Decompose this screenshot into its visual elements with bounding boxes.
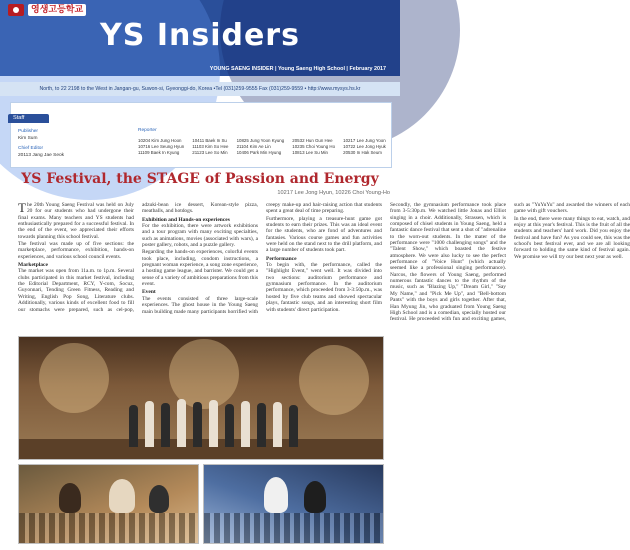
section-heading: Exhibition and Hands-on experiences [142, 216, 230, 223]
performer [225, 404, 234, 447]
performer [241, 401, 250, 447]
publisher-name: Kim Sum [18, 136, 38, 141]
person-figure [59, 483, 81, 513]
school-emblem-icon [8, 4, 24, 16]
reporter-name: 10235 Choi Young Ho [292, 144, 336, 150]
concert-photo [203, 464, 384, 544]
reporter-name: 10716 Lee Seung Hyun [138, 144, 185, 150]
reporter-name: 10813 Lee Su Min [292, 150, 328, 156]
reporter-name: 10204 Kim Jung Hoon [138, 138, 182, 143]
reporter-name: 10411 Baek In Su [192, 138, 227, 143]
crowd-area [19, 513, 198, 543]
article-paragraph: In the end, there were many things to eat, watch, and enjoy at this year's festival. This is the fruit of all the students and teachers' hard work. Did you enjoy the festival and have fun? As you could see, this was the school's best festival ever, and we are all looking forward to holding the same kind of festival again. We promise we will try our best next year as well. [514, 215, 630, 260]
performer [289, 405, 298, 447]
section-heading: Marketplace [18, 262, 48, 269]
performer [129, 405, 138, 447]
reporter-name: 20530 In Hak Seum [343, 150, 382, 156]
article-paragraph: For the exhibition, there were artwork exhibitions and a tour program with many exciting specialties, such as animations, movies (associated with wars), a poster gallery, robots, and a puzzle gallery. [142, 223, 258, 249]
article-paragraph: Regarding the hands-on experiences, colorful events took place, including, condom instructions, a pregnant woman experience, a song zone experience, a hosting game league, and barrister. We could get a sense of a variety of ambitious preparations from this event. [142, 249, 258, 288]
school-logo-row [8, 4, 86, 16]
stage-light [39, 343, 109, 413]
article-paragraph: To begin with, the performance, called the "Highlight Event," went well. It was divided into two sections: auditorium performance and gymnasium performance. In the auditorium performance, which proceeded from 3-3:50p.m., was hosted by five club teams and showed spectacular plays, fantastic songs, and an interesting short film with students' direct participation. [266, 262, 382, 313]
article-paragraph: Secondly, the gymnasium performance took place from 3-5:30p.m. We watched little Jonas and Elliot singing in a choir. Additionally, Strassen, which is composed of chisel students in Young Saeng, held a fantastic dance festival that sent a shot of "adrenaline to the worn-out students. In the mater of the performance were "1000 challenging songs" and the "Talent Show," which boasted the festive atmosphere. We were also lucky to see the perfect performance of "Voice Hunt" (which actually seemed like a professional singing performance). Narcos, the flowers of Young Saeng, performed numerous fantastic dances to the rhythm of the music, such as "Blazing Up," "Dream Girl," "Say My Name," and "Pick Me Up", and "Bell-bottom Pants" with the boys and girls together. After that, Han Myung Jin, who graduated from Young Saeng High School and is a comedian, specially hosted our festival. He proceeded with fun and exciting games, such as "YuYuYu" and awarded the winners of each game with gift vouchers. [390, 202, 630, 323]
reporter-name: 21104 Kim Ae Lin [236, 144, 271, 150]
section-heading: Performance [266, 255, 297, 262]
staff-tab: Staff [8, 114, 49, 123]
chief-editor-label: Chief Editor [18, 146, 44, 151]
person-figure [264, 477, 288, 513]
performer [209, 400, 218, 447]
reporter-name: 10722 Lee Jong Hyuk [343, 144, 386, 150]
stage-light [299, 345, 369, 415]
person-figure [304, 481, 326, 513]
person-figure [149, 485, 169, 513]
staff-credits [18, 128, 108, 162]
reporter-name: 11109 Baek In Kyung [138, 150, 180, 156]
article-paragraph: The festival was made up of five sections: the marketplace, performance, exhibition, hands-on experiences, and various school council events. [18, 241, 134, 260]
article-paragraph: The events consisted of three large-scale experiences. The ghost house in the Young Saeng main building made many participants horrified with creepy make-up and hair-raising action that students spent a great deal of time preparing. [142, 202, 382, 315]
audience-photo [18, 464, 199, 544]
section-heading: Event [142, 289, 156, 296]
address-bar: North, to 22 2198 to the West in Jangan-gu, Suwon-si, Gyeonggi-do, Korea •Tel (031)259-9555 Fax (031)259-9559 • http://www.mysys.hs.kr [0, 82, 400, 96]
person-figure [109, 479, 135, 513]
issue-info: YOUNG SAENG INSIDER | Young Saeng High School | February 2017 [209, 66, 386, 72]
school-logo-text: 영생고등학교 [28, 4, 86, 16]
publisher-label: Publisher [18, 129, 38, 134]
newsletter-title: YS Insiders [100, 18, 300, 53]
article-paragraph: Furthermore, playing a treasure-hunt game got students to earn their prizes. This was an ideal event for the students, who are fond of adventures and fantasies. Various course games and fun activities were held on the stand next to the drill platform, and a large number of students took part. [266, 215, 382, 254]
performer [161, 403, 170, 447]
reporter-name: 11103 Kim So Hee [192, 144, 229, 150]
performer [177, 399, 186, 447]
performer [193, 402, 202, 447]
chief-editor-name: 20113 Jang Jae Seok [18, 153, 65, 158]
article-headline: YS Festival, the STAGE of Passion and Energy [21, 171, 379, 187]
reporter-name: 20532 Hun Gun Hee [292, 138, 333, 143]
article-paragraph: The 20th Young Saeng Festival was held on July 20 for our students who had undergone their final exams. Many teachers and YS students had enthusiastically prepared for a successful festival. In the end of the event, we appreciated their efforts towards planning this school festival. [18, 200, 134, 240]
performer [145, 401, 154, 447]
article-paragraph: The market was open from 11a.m. to 1p.m. Several clubs participated in this market festival, including the Editorial Department, RCY, Y-com, Socuz, Guyonnari, Tending Green Fitness, Reading and Writing, English Pop Song, Literature clubs. Additionally, various kinds of excellent food to fill our stomachs were prepared, such as cel-pop, adzuki-bean ice dessert, Korean-style pizza, meatballs, and hotdogs. [18, 202, 258, 313]
article-body [18, 200, 630, 324]
crowd-area [204, 513, 383, 543]
stage-performance-photo [18, 336, 384, 460]
masthead-banner [0, 0, 400, 76]
performer [273, 402, 282, 447]
reporter-label: Reporter [138, 128, 157, 133]
article-byline: 10217 Lee Jong Hyun, 10226 Choi Young-Ho [277, 190, 390, 196]
performers-group [129, 377, 299, 447]
reporter-name: 10825 Jung Yoon Kyung [236, 138, 285, 143]
drop-cap: T [18, 200, 26, 215]
reporter-name: 21123 Lee So Min [192, 150, 228, 156]
performer [257, 403, 266, 447]
reporter-name: 10406 Park Min Hyung [236, 150, 282, 156]
reporter-name: 10217 Lee Jung Yoon [343, 138, 386, 143]
reporter-list [138, 138, 388, 157]
